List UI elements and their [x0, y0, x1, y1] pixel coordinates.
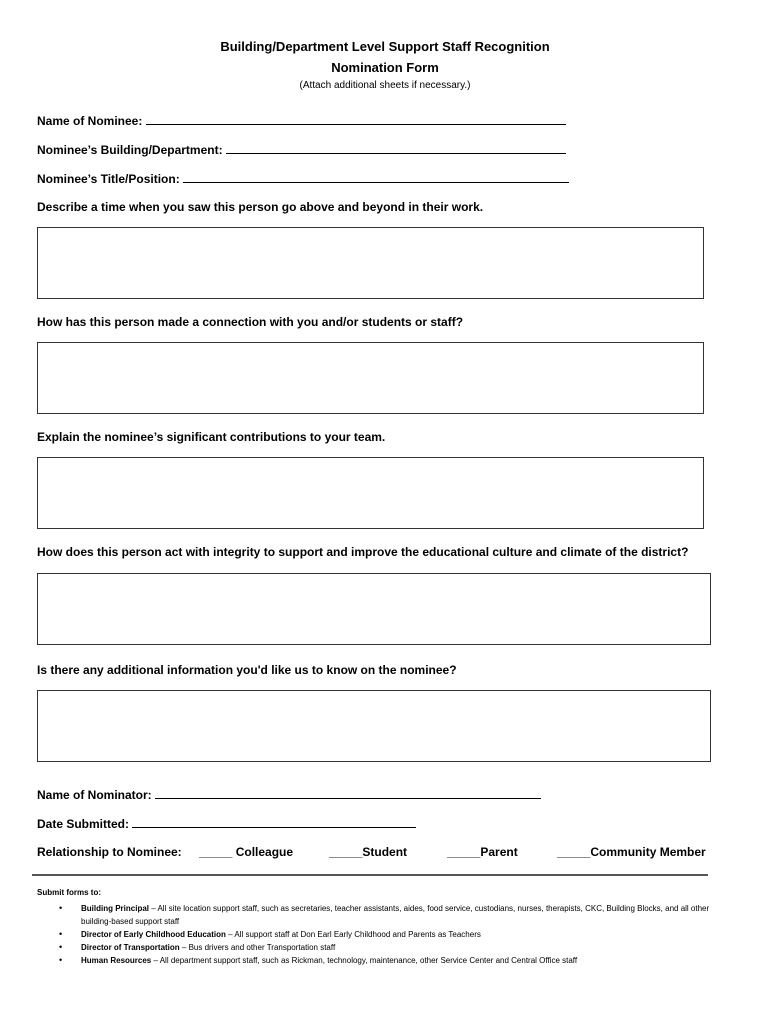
relationship-option-parent[interactable]: _____Parent: [447, 845, 518, 859]
relationship-option-student[interactable]: _____Student: [329, 845, 408, 859]
submit-heading: Submit forms to:: [37, 888, 101, 897]
question-2: How has this person made a connection with you and/or students or staff?: [37, 315, 464, 329]
bullet-icon: •: [59, 955, 63, 965]
nominee-title-label: Nominee’s Title/Position:: [37, 172, 180, 186]
answer-box-1[interactable]: [37, 227, 704, 299]
recipient-name: Human Resources: [81, 956, 152, 965]
question-1: Describe a time when you saw this person go above and beyond in their work.: [37, 200, 484, 214]
recipient-name: Director of Early Childhood Education: [81, 930, 226, 939]
nominee-title-line[interactable]: [183, 171, 569, 183]
nominee-name-row[interactable]: [37, 113, 566, 128]
date-submitted-label: Date Submitted:: [37, 817, 130, 831]
recipient-name: Building Principal: [81, 904, 150, 913]
list-item: [37, 928, 717, 941]
nominator-name-row[interactable]: [37, 787, 541, 802]
list-item: [37, 941, 717, 954]
relationship-label: Relationship to Nominee:: [37, 845, 182, 859]
answer-box-3[interactable]: [37, 457, 704, 529]
recipient-name: Director of Transportation: [81, 943, 180, 952]
nominee-building-row[interactable]: [37, 142, 566, 157]
recipient-desc: – All site location support staff, such as secretaries, teacher assistants, aides, food service, custodians, nurses, therapists, CKC, Building Blocks, and all other building-based support staff: [81, 904, 710, 926]
answer-box-5[interactable]: [37, 690, 711, 762]
nominee-name-line[interactable]: [146, 113, 566, 125]
question-4: How does this person act with integrity to support and improve the educational culture and climate of the district?: [37, 545, 689, 559]
attach-note: (Attach additional sheets if necessary.): [299, 80, 471, 91]
nominator-name-line[interactable]: [155, 787, 541, 799]
form-title-line-2: Nomination Form: [331, 60, 439, 75]
relationship-option-community[interactable]: _____Community Member: [557, 845, 706, 859]
recipient-desc: – All department support staff, such as Rickman, technology, maintenance, other Service Center and Central Office staff: [151, 956, 578, 965]
date-submitted-line[interactable]: [132, 816, 416, 828]
form-title-line-1: Building/Department Level Support Staff Recognition: [220, 39, 550, 54]
section-divider: [32, 874, 708, 876]
answer-box-4[interactable]: [37, 573, 711, 645]
nominee-building-line[interactable]: [226, 142, 566, 154]
recipient-desc: – All support staff at Don Earl Early Childhood and Parents as Teachers: [225, 930, 481, 939]
relationship-option-colleague[interactable]: _____ Colleague: [199, 845, 294, 859]
bullet-icon: •: [59, 929, 63, 939]
question-3: Explain the nominee’s significant contributions to your team.: [37, 430, 386, 444]
date-submitted-row[interactable]: [37, 816, 416, 831]
bullet-icon: •: [59, 942, 63, 952]
nominee-name-label: Name of Nominee:: [37, 114, 143, 128]
question-5: Is there any additional information you'd like us to know on the nominee?: [37, 663, 457, 677]
list-item: [37, 902, 717, 928]
submit-list: [37, 902, 717, 967]
nominee-building-label: Nominee’s Building/Department:: [37, 143, 223, 157]
answer-box-2[interactable]: [37, 342, 704, 414]
list-item: [37, 954, 717, 967]
nominee-title-row[interactable]: [37, 171, 569, 186]
bullet-icon: •: [59, 903, 63, 913]
recipient-desc: – Bus drivers and other Transportation staff: [179, 943, 336, 952]
nominator-name-label: Name of Nominator:: [37, 788, 152, 802]
